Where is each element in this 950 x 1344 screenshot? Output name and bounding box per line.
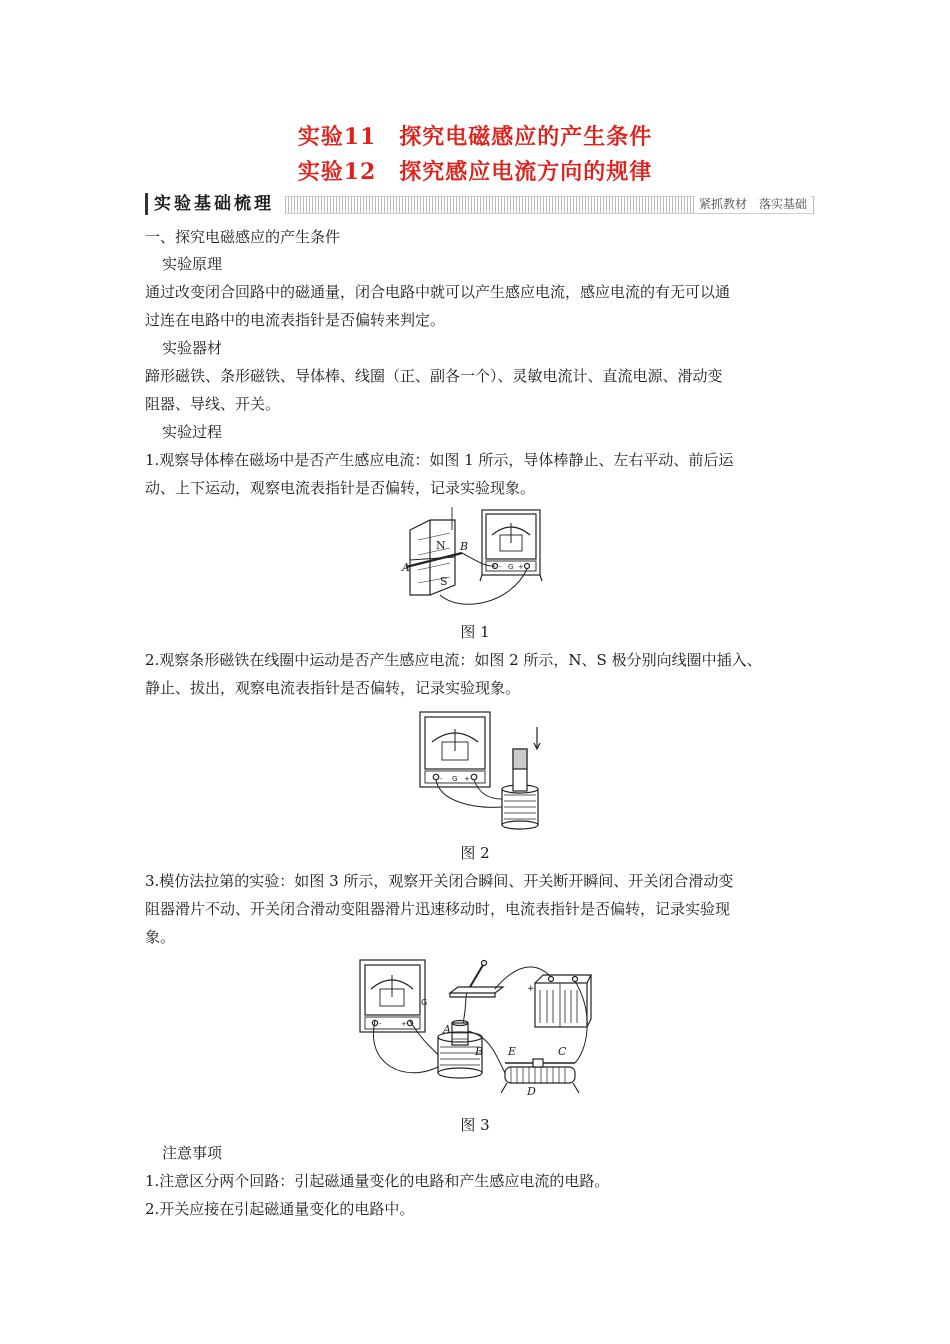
wire-1 xyxy=(436,780,502,807)
meter-minus: - xyxy=(440,775,443,783)
principle-text-2: 过连在电路中的电流表指针是否偏转来判定。 xyxy=(145,311,446,329)
figure-2-caption: 图 2 xyxy=(460,844,490,862)
step3-text-3: 象。 xyxy=(145,928,176,946)
meter-g-label: G xyxy=(508,563,514,571)
step1-text-2: 动、上下运动，观察电流表指针是否偏转，记录实验现象。 xyxy=(145,479,536,497)
section-banner xyxy=(145,193,815,215)
step2-text-1: 2.观察条形磁铁在线圈中运动是否产生感应电流：如图 2 所示，N、S 极分别向线圈中插入、 xyxy=(145,651,762,669)
wire-switch-battery xyxy=(495,967,551,989)
figure-1-diagram xyxy=(400,505,550,615)
banner-right-text: 紧抓教材 落实基础 xyxy=(695,195,811,213)
meter-minus: - xyxy=(379,1020,382,1028)
galvanometer xyxy=(360,960,428,1032)
principle-text-1: 通过改变闭合回路中的磁通量，闭合电路中就可以产生感应电流，感应电流的有无可以通 xyxy=(145,283,731,301)
principle-heading: 实验原理 xyxy=(162,255,223,273)
label-b: B xyxy=(460,540,469,553)
bar-magnet xyxy=(513,749,527,791)
notes-heading: 注意事项 xyxy=(162,1144,223,1162)
label-e: E xyxy=(508,1045,517,1058)
meter-plus: + xyxy=(464,775,470,783)
banner-label: 实验基础梳理 xyxy=(145,193,280,215)
figure-3-caption: 图 3 xyxy=(460,1116,490,1134)
battery-plus: + xyxy=(527,984,535,994)
wire-meter-coil-2 xyxy=(410,1021,438,1055)
step3-text-1: 3.模仿法拉第的实验：如图 3 所示，观察开关闭合瞬间、开关断开瞬间、开关闭合滑动变 xyxy=(145,872,734,890)
meter-g-label: G xyxy=(421,998,428,1007)
label-a: A xyxy=(443,1023,451,1036)
meter-g-label: G xyxy=(452,775,458,783)
wire-coil-rheostat xyxy=(468,1031,505,1073)
label-south: S xyxy=(440,575,448,588)
step1-text-1: 1.观察导体棒在磁场中是否产生感应电流：如图 1 所示，导体棒静止、左右平动、前后运 xyxy=(145,451,734,469)
wire-2 xyxy=(440,569,527,604)
meter-minus: - xyxy=(499,563,502,571)
label-d: D xyxy=(527,1085,536,1098)
equipment-text-2: 阻器、导线、开关。 xyxy=(145,395,281,413)
battery xyxy=(535,975,591,1027)
step2-text-2: 静止、拔出，观察电流表指针是否偏转，记录实验现象。 xyxy=(145,679,521,697)
label-b: B xyxy=(475,1045,484,1058)
title-experiment-11: 实验11 探究电磁感应的产生条件 xyxy=(297,124,653,150)
rheostat xyxy=(501,1059,579,1093)
step3-text-2: 阻器滑片不动、开关闭合滑动变阻器滑片迅速移动时，电流表指针是否偏转，记录实验现 xyxy=(145,900,731,918)
equipment-heading: 实验器材 xyxy=(162,339,223,357)
process-heading: 实验过程 xyxy=(162,423,223,441)
label-a: A xyxy=(402,561,410,574)
knife-switch xyxy=(450,961,503,998)
meter-plus: + xyxy=(518,563,524,571)
meter-plus: + xyxy=(401,1020,407,1028)
figure-3-diagram xyxy=(355,955,595,1105)
section-heading-1: 一、探究电磁感应的产生条件 xyxy=(145,228,341,246)
figure-2-diagram xyxy=(415,707,545,832)
figure-1-caption: 图 1 xyxy=(460,623,490,641)
title-experiment-12: 实验12 探究感应电流方向的规律 xyxy=(297,159,653,185)
note-2: 2.开关应接在引起磁通量变化的电路中。 xyxy=(145,1200,415,1218)
note-1: 1.注意区分两个回路：引起磁通量变化的电路和产生感应电流的电路。 xyxy=(145,1172,610,1190)
label-north: N xyxy=(436,539,446,552)
label-c: C xyxy=(558,1045,567,1058)
equipment-text-1: 蹄形磁铁、条形磁铁、导体棒、线圈（正、副各一个）、灵敏电流计、直流电源、滑动变 xyxy=(145,367,723,385)
